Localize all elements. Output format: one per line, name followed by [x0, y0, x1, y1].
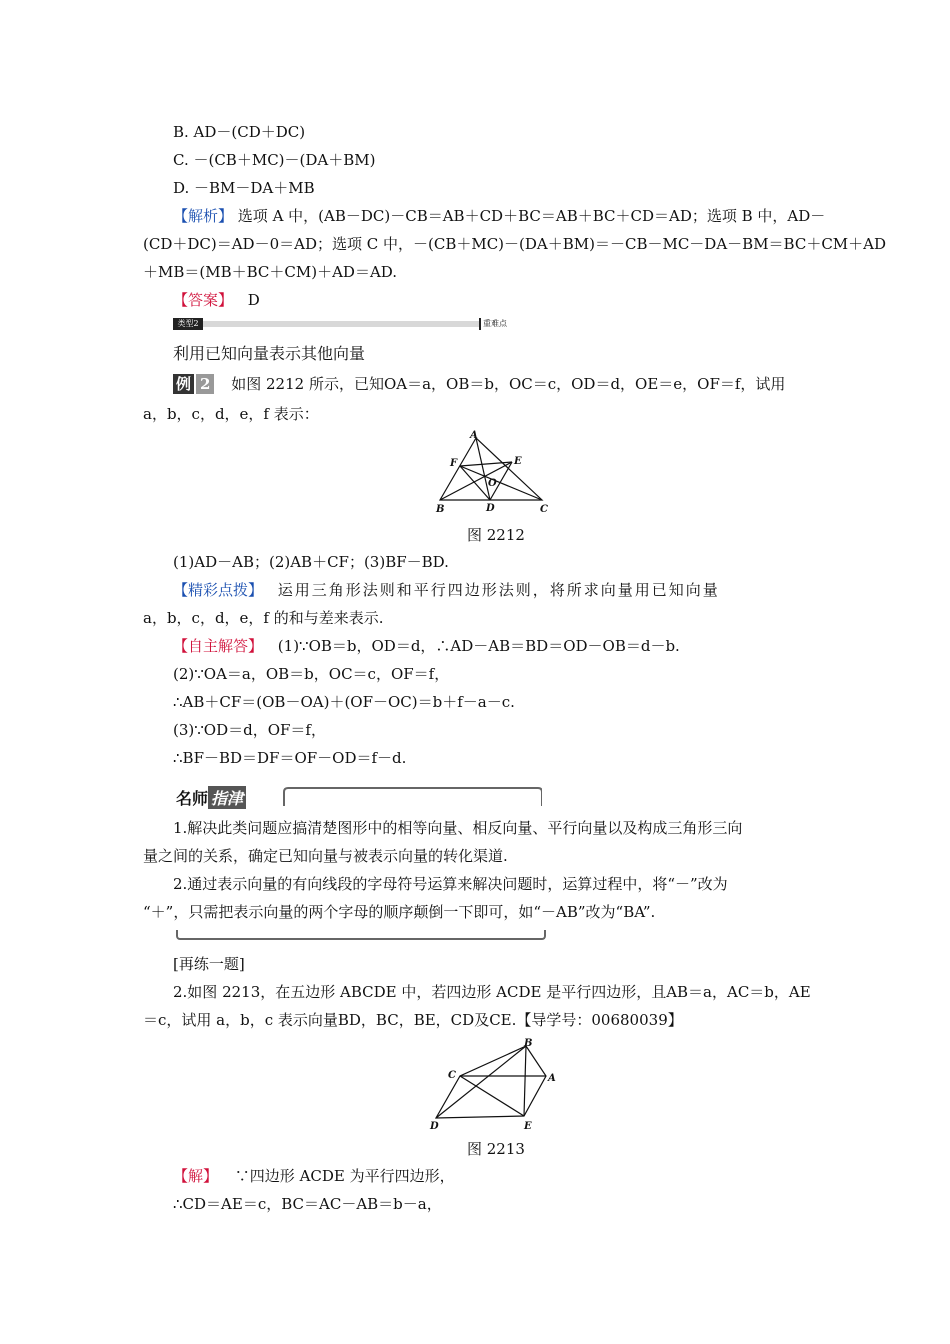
answer2-text-1: ∵四边形 ACDE 为平行四边形，	[234, 1167, 455, 1185]
type-bar-right: 重难点	[479, 318, 511, 330]
figure-2212-caption: 图 2212	[467, 526, 525, 544]
fig2-label-a: A	[548, 1073, 556, 1084]
tips-box-bottom-border	[176, 930, 546, 940]
fig1-label-c: C	[540, 504, 548, 515]
answer-value: D	[247, 291, 260, 309]
solution-text-1: (1)∵OB＝b，OD＝d，∴AD－AB＝BD＝OD－OB＝d－b.	[277, 637, 680, 655]
analysis-line-2: (CD＋DC)＝AD－0＝AD；选项 C 中，－(CB＋MC)－(DA＋BM)＝－CB－MC－DA－BM＝BC＋CM＋AD	[143, 235, 887, 253]
answer2-line-2: ∴CD＝AE＝c，BC＝AC－AB＝b－a，	[173, 1195, 442, 1213]
fig1-label-f: F	[450, 458, 458, 469]
solution-line-3: ∴AB＋CF＝(OB－OA)＋(OF－OC)＝b＋f－a－c.	[173, 693, 515, 711]
example-label: 例	[173, 374, 194, 394]
solution-line-4: (3)∵OD＝d，OF＝f，	[173, 721, 326, 739]
example-text-1: 如图 2212 所示，已知OA＝a，OB＝b，OC＝c，OD＝d，OE＝e，OF＝f，试用	[231, 375, 786, 393]
solution-line-2: (2)∵OA＝a，OB＝b，OC＝c，OF＝f，	[173, 665, 450, 683]
tip-line-1	[173, 580, 720, 600]
example-number: 2	[196, 374, 214, 394]
option-b: B. AD－(CD＋DC)	[173, 123, 306, 141]
figure-2213-caption: 图 2213	[467, 1140, 525, 1158]
figure-2213	[426, 1036, 562, 1134]
example-questions: (1)AD－AB；(2)AB＋CF；(3)BF－BD.	[173, 553, 449, 571]
fig1-label-d: D	[486, 503, 495, 514]
tips-p2-line-1: 2.通过表示向量的有向线段的字母符号运算来解决问题时，运算过程中，将“－”改为	[173, 875, 728, 893]
example-line-1	[173, 374, 785, 394]
type-bar	[173, 318, 507, 330]
fig2-label-c: C	[448, 1070, 456, 1081]
answer-tag: 【答案】	[173, 291, 234, 309]
figure-2212	[432, 428, 552, 518]
tip-text-1: 运用三角形法则和平行四边形法则，将所求向量用已知向量	[277, 581, 720, 599]
fig2-label-e: E	[524, 1121, 532, 1132]
type-bar-line	[203, 321, 479, 327]
tips-p2-line-2: “＋”，只需把表示向量的两个字母的顺序颠倒一下即可，如“－AB”改为“BA”.	[143, 903, 656, 921]
section-title: 利用已知向量表示其他向量	[173, 344, 366, 363]
fig1-label-o: O	[488, 478, 497, 489]
practice-line-2: ＝c，试用 a，b，c 表示向量BD，BC，BE，CD及CE.【导学号：00680039】	[143, 1011, 683, 1029]
tip-tag: 【精彩点拨】	[173, 581, 264, 599]
tips-p1-line-1: 1.解决此类问题应搞清楚图形中的相等向量、相反向量、平行向量以及构成三角形三向	[173, 819, 743, 837]
fig1-label-e: E	[514, 456, 522, 467]
type-bar-label: 类型2	[173, 318, 203, 330]
solution-line-5: ∴BF－BD＝DF＝OF－OD＝f－d.	[173, 749, 407, 767]
analysis-line-1	[173, 206, 825, 226]
practice-tag: [再练一题]	[173, 955, 245, 973]
fig2-label-d: D	[430, 1121, 439, 1132]
option-c: C. －(CB＋MC)－(DA＋BM)	[173, 151, 376, 169]
analysis-text-1: 选项 A 中，(AB－DC)－CB＝AB＋CD＋BC＝AB＋BC＋CD＝AD；选项 B 中，AD－	[237, 207, 826, 225]
option-d: D. －BM－DA＋MB	[173, 179, 315, 197]
answer2-tag: 【解】	[173, 1167, 219, 1185]
fig2-label-b: B	[524, 1038, 533, 1049]
fig1-label-a: A	[470, 430, 478, 441]
fig1-label-b: B	[436, 504, 445, 515]
solution-line-1	[173, 636, 680, 656]
solution-tag: 【自主解答】	[173, 637, 264, 655]
analysis-line-3: ＋MB＝(MB＋BC＋CM)＋AD＝AD.	[143, 263, 398, 281]
practice-line-1: 2.如图 2213，在五边形 ABCDE 中，若四边形 ACDE 是平行四边形，且AB＝a，AC＝b，AE	[173, 983, 811, 1001]
example-line-2: a，b，c，d，e，f 表示：	[143, 405, 319, 423]
analysis-tag: 【解析】	[173, 207, 234, 225]
tip-line-2: a，b，c，d，e，f 的和与差来表示.	[143, 609, 384, 627]
answer-line	[173, 290, 260, 310]
tips-box-title-b: 指津	[208, 786, 246, 809]
tips-p1-line-2: 量之间的关系，确定已知向量与被表示向量的转化渠道.	[143, 847, 508, 865]
answer2-line-1	[173, 1166, 455, 1186]
tips-box-title	[176, 786, 246, 806]
tips-box-title-a: 名师	[176, 789, 209, 808]
